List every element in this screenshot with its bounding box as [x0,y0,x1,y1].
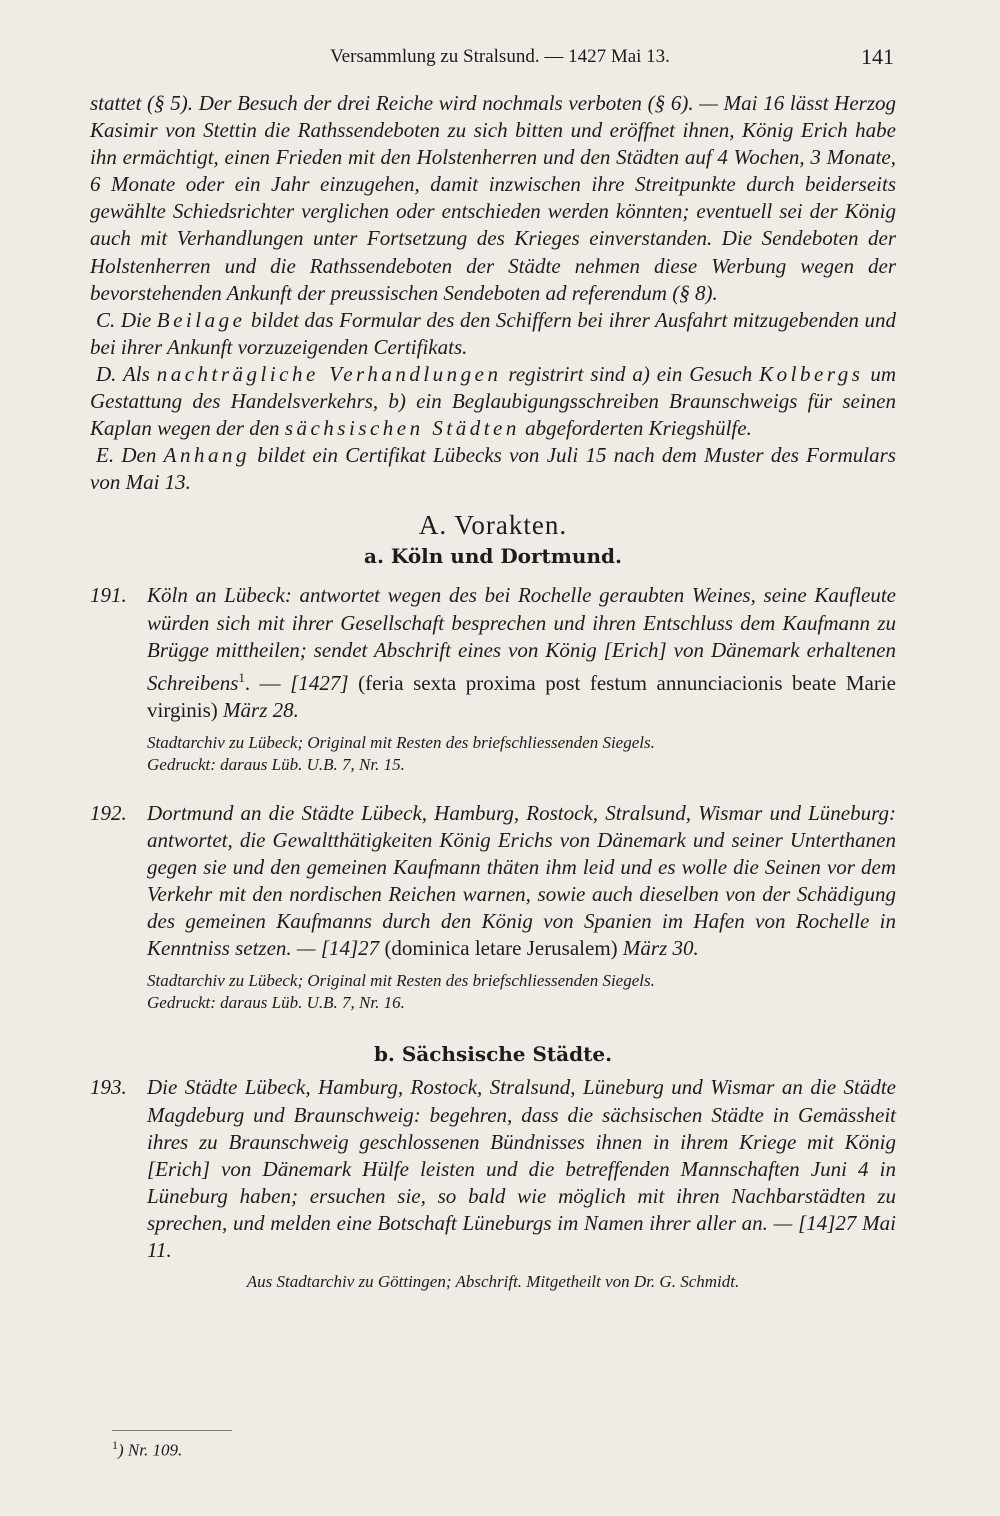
paragraph-d-spaced-2: Kolbergs [759,361,864,386]
entry-date: März 30. [622,936,699,961]
footnote-rule [112,1430,232,1431]
paragraph-e-lead: E. Den [96,443,164,468]
paragraph-c [90,307,896,361]
section-heading: A. Vorakten. [418,510,568,541]
subsection-heading-b: b. Sächsische Städte. [373,1042,613,1067]
entry-source: Aus Stadtarchiv zu Göttingen; Abschrift. Mitgetheilt von Dr. G. Schmidt. [246,1272,740,1292]
intro-paragraph: stattet (§ 5). Der Besuch der drei Reiche wird nochmals verboten (§ 6). — Mai 16 lässt Herzog Kasimir von Stettin die Rathssendeboten zu sich bitten und eröffnet ihnen, König Erich habe ihn ermächtigt, einen Frieden mit den Holstenherren und den Städten auf 4 Wochen, 3 Monate, 6 Monate oder ein Jahr einzugehen, damit inzwischen ihre Streitpunkte durch beiderseits gewählte Schiedsrichter verglichen oder entschieden werden könnten; eventuell sei der König auch mit Verhandlungen unter Fortsetzung des Krieges einverstanden. Die Sendeboten der Holstenherren und die Rathssendeboten der Städte nehmen diese Werbung wegen der bevorstehenden Ankunft der preussischen Sendeboten ad referendum (§ 8). [90,91,896,305]
footnote-mark: 1 [112,1438,118,1452]
paragraph-e [90,442,896,496]
running-head [0,44,1000,74]
paragraph-c-lead: C. Die [96,307,157,332]
entry-summary: Köln an Lübeck: antwortet wegen des bei Rochelle geraubten Weines, seine Kaufleute würden sich mit ihrer Gesellschaft besprechen und ihren Entschluss dem Kaufmann zu Brügge mittheilen; sendet Abschrift eines von König [Erich] von Dänemark erhaltenen Schreibens [147,583,896,695]
footnote-text: ) Nr. 109. [118,1440,183,1460]
paragraph-d-lead: D. Als [96,361,157,386]
entry-number: 193. [90,1075,127,1100]
entry-text: Die Städte Lübeck, Hamburg, Rostock, Stralsund, Lüneburg und Wismar an die Städte Magdeburg und Braunschweig: begehren, dass die sächsischen Städte in Gemässheit ihres zu Braunschweig geschlossenen Bündnisses ihnen in ihrem Kriege mit König [Erich] von Dänemark Hülfe leisten und die betreffenden Mannschaften Juni 4 in Lüneburg haben; ersuchen sie, so bald wie möglich mit ihren Nachbarstädten zu sprechen, und melden eine Botschaft Lüneburgs im Namen ihrer aller an. — [14]27 Mai 11. [147,1075,896,1262]
paragraph-d-mid-1: registrirt sind a) ein Gesuch [501,361,760,386]
entry-193 [90,1074,896,1292]
entry-year: [1427] [290,670,349,695]
entry-source [147,970,896,1014]
subsection-heading-a: a. Köln und Dortmund. [364,544,622,569]
entry-latin-date: (dominica letare Jerusalem) [379,936,623,961]
source-printed: Gedruckt: daraus Lüb. U.B. 7, Nr. 15. [147,754,405,774]
source-archive: Stadtarchiv zu Lübeck; Original mit Resten des briefschliessenden Siegels. [147,971,655,991]
entry-text [147,582,896,723]
entry-text [147,800,896,963]
paragraph-d [90,361,896,442]
paragraph-c-spaced: Beilage [156,307,246,332]
entry-number: 191. [90,583,127,608]
footnote-ref: 1 [238,669,245,685]
entry-summary: Dortmund an die Städte Lübeck, Hamburg, Rostock, Stralsund, Wismar und Lüneburg: antwortet, die Gewaltthätigkeiten König Erichs von Dänemark und seiner Unterthanen gegen sie und den gemeinen Kaufmann thäten ihm leid und es wolle die Seinen vor dem Verkehr mit den nordischen Reichen warnen, sowie auch dieselben von der Schädigung des gemeinen Kaufmanns durch den König von Spanien im Hafen von Rochelle in Kenntniss setzen. — [14]27 [147,800,896,961]
entry-source [147,732,896,776]
paragraph-d-spaced-3: sächsischen Städten [284,416,520,441]
footnote [112,1438,182,1461]
page-body [90,90,896,1292]
running-title: Versammlung zu Stralsund. — 1427 Mai 13. [330,46,670,67]
paragraph-c-rest: bildet das Formular des den Schiffern bei ihrer Ausfahrt mitzugebenden und bei ihrer Ankunft vorzuzeigenden Certifikats. [90,307,897,359]
paragraph-d-spaced-1: nachträgliche Verhandlungen [156,361,502,386]
source-archive: Stadtarchiv zu Lübeck; Original mit Resten des briefschliessenden Siegels. [147,732,655,752]
entry-number: 192. [90,800,127,825]
paragraph-e-spaced: Anhang [163,443,250,468]
paragraph-e-rest: bildet ein Certifikat Lübecks von Juli 15 nach dem Muster des Formulars von Mai 13. [90,443,896,495]
source-printed: Gedruckt: daraus Lüb. U.B. 7, Nr. 16. [147,993,405,1013]
page-number: 141 [861,44,894,69]
entry-192 [90,800,896,1015]
entry-191 [90,582,896,775]
entry-latin-date: (feria sexta proxima post festum annunciacionis beate Marie virginis) [147,670,896,722]
paragraph-d-rest: abgeforderten Kriegshülfe. [519,416,752,441]
entry-separator: . — [244,670,291,695]
paragraph-d-mid-2: um Gestattung des Handelsverkehrs, b) ein Beglaubigungsschreiben Braunschweigs für seinen Kaplan wegen der den [90,361,896,441]
entry-date: März 28. [223,697,299,722]
